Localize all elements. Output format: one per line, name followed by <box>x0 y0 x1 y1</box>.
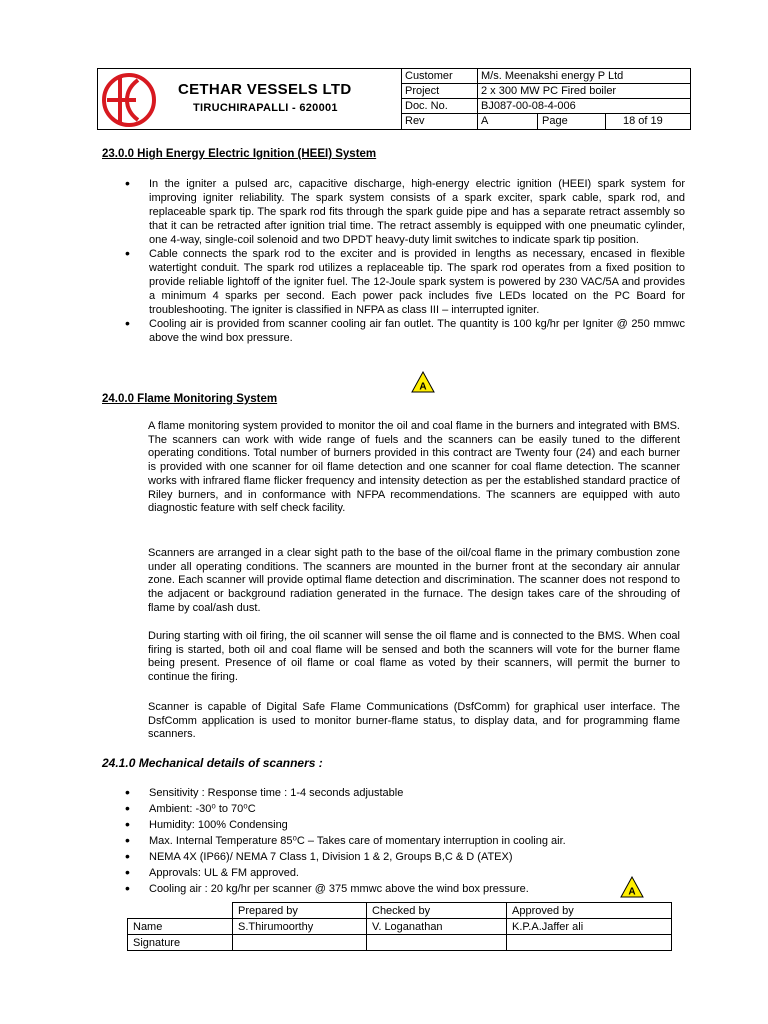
list-item: • Cooling air is provided from scanner cooling air fan outlet. The quantity is 100 kg/hr per Igniter @ 250 mmwc above the wind box pressure. <box>125 317 685 345</box>
rev-row <box>401 114 691 129</box>
customer-label: Customer <box>405 70 453 82</box>
company-logo <box>101 72 157 128</box>
name-label: Name <box>128 919 233 935</box>
signoff-table <box>127 902 672 951</box>
company-city: TIRUCHIRAPALLI - 620001 <box>193 102 338 114</box>
section-24-paragraph: Scanners are arranged in a clear sight path to the base of the oil/coal flame in the primary combustion zone under all operating conditions. The scanners are mounted in the burner front at the secondary air annular zone. Each scanner will provide optimal flame detection and discrimination. The scanner does not respond to the adjacent or background radiation generated in the furnace. The design takes care of the shrouding of flame by coal/ash dust. <box>148 547 680 614</box>
table-row <box>128 903 672 919</box>
doc-no-row <box>401 99 691 114</box>
list-item: • In the igniter a pulsed arc, capacitive discharge, high-energy electric ignition (HEEI) spark system for improving igniter reliability. The spark system consists of a spark exciter, spark cable, spark rod, and replaceable spark tip. The spark rod fits through the spark guide pipe and has a separate retract assembly so that it can be retracted after ignition trial time. The retract assembly is equipped with one pneumatic cylinder, one 4-way, single-coil solenoid and two DPDT heavy-duty limit switches to indicate spark tip position. <box>125 177 685 247</box>
revision-warning-letter: A <box>628 886 636 898</box>
project-row <box>401 84 691 99</box>
section-23-bullets <box>125 177 685 345</box>
rev-label: Rev <box>405 115 425 127</box>
table-cell <box>128 903 233 919</box>
checked-by-name: V. Loganathan <box>367 919 507 935</box>
project-value: 2 x 300 MW PC Fired boiler <box>481 85 617 97</box>
revision-warning-icon <box>411 371 435 393</box>
checked-by-header: Checked by <box>367 903 507 919</box>
doc-no-value: BJ087-00-08-4-006 <box>481 100 576 112</box>
revision-warning-icon <box>620 876 644 898</box>
checked-by-signature <box>367 935 507 951</box>
approved-by-signature <box>507 935 672 951</box>
table-row <box>128 935 672 951</box>
list-item: • Sensitivity : Response time : 1-4 seconds adjustable <box>125 785 685 801</box>
project-label: Project <box>405 85 440 97</box>
page-label: Page <box>542 115 568 127</box>
list-item: • Cable connects the spark rod to the exciter and is provided in lengths as necessary, encased in flexible watertight conduit. The spark rod utilizes a replaceable tip. The spark rod operates from a fixed position to provide reliable lightoff of the igniter fuel. The 12-Joule spark system is powered by 230 VAC/5A and provides a minimum 4 sparks per second. Each power pack includes five LEDs located on the PC Board for troubleshooting. The igniter is classified in NFPA as class III – interrupted igniter. <box>125 247 685 317</box>
list-item: • Humidity: 100% Condensing <box>125 817 685 833</box>
section-24-paragraph: During starting with oil firing, the oil scanner will sense the oil flame and is connected to the BMS. When coal firing is started, both oil and coal flame will be sensed and both the scanners will vote for the burner flame being present. Presence of oil flame or coal flame as voted by their scanners, will permit the burner to continue the firing. <box>148 630 680 684</box>
table-row <box>128 919 672 935</box>
prepared-by-name: S.Thirumoorthy <box>233 919 367 935</box>
list-item: • Cooling air : 20 kg/hr per scanner @ 375 mmwc above the wind box pressure. <box>125 881 685 897</box>
revision-warning-letter: A <box>419 381 427 393</box>
section-24-paragraph: Scanner is capable of Digital Safe Flame Communications (DsfComm) for graphical user interface. The DsfComm application is used to monitor burner-flame status, to display data, and for programming flame scanners. <box>148 701 680 741</box>
company-name: CETHAR VESSELS LTD <box>178 81 352 98</box>
customer-row <box>401 69 691 84</box>
list-item: • NEMA 4X (IP66)/ NEMA 7 Class 1, Division 1 & 2, Groups B,C & D (ATEX) <box>125 849 685 865</box>
signature-label: Signature <box>128 935 233 951</box>
prepared-by-header: Prepared by <box>233 903 367 919</box>
document-header <box>97 68 691 130</box>
list-item: • Approvals: UL & FM approved. <box>125 865 685 881</box>
page-value: 18 of 19 <box>623 115 663 127</box>
customer-value: M/s. Meenakshi energy P Ltd <box>481 70 624 82</box>
section-24-paragraph: A flame monitoring system provided to monitor the oil and coal flame in the burners and integrated with BMS. The scanners can work with wide range of fuels and the scanners can be easily tuned to the different operating conditions. Total number of burners provided in this contract are Twenty four (24) and each burner is provided with one scanner for oil flame detection and one scanner for coal flame detection. The scanner works with infrared flame flicker frequency and intensity detection as per the established standard practice of Riley burners, and in conformance with NFPA recommendations. The scanners are equipped with auto diagnostic feature with self check facility. <box>148 420 680 515</box>
list-item: • Max. Internal Temperature 85⁰C – Takes care of momentary interruption in cooling air. <box>125 833 685 849</box>
doc-no-label: Doc. No. <box>405 100 448 112</box>
approved-by-header: Approved by <box>507 903 672 919</box>
document-info-table <box>401 69 691 129</box>
section-24-title: 24.0.0 Flame Monitoring System <box>102 393 278 405</box>
rev-value: A <box>481 115 489 127</box>
section-24-1-title: 24.1.0 Mechanical details of scanners : <box>102 756 323 770</box>
approved-by-name: K.P.A.Jaffer ali <box>507 919 672 935</box>
section-24-1-bullets <box>125 785 685 897</box>
list-item: • Ambient: -30⁰ to 70⁰C <box>125 801 685 817</box>
section-23-title: 23.0.0 High Energy Electric Ignition (HEEI) System <box>102 148 377 160</box>
company-logo-cell <box>98 69 402 129</box>
prepared-by-signature <box>233 935 367 951</box>
